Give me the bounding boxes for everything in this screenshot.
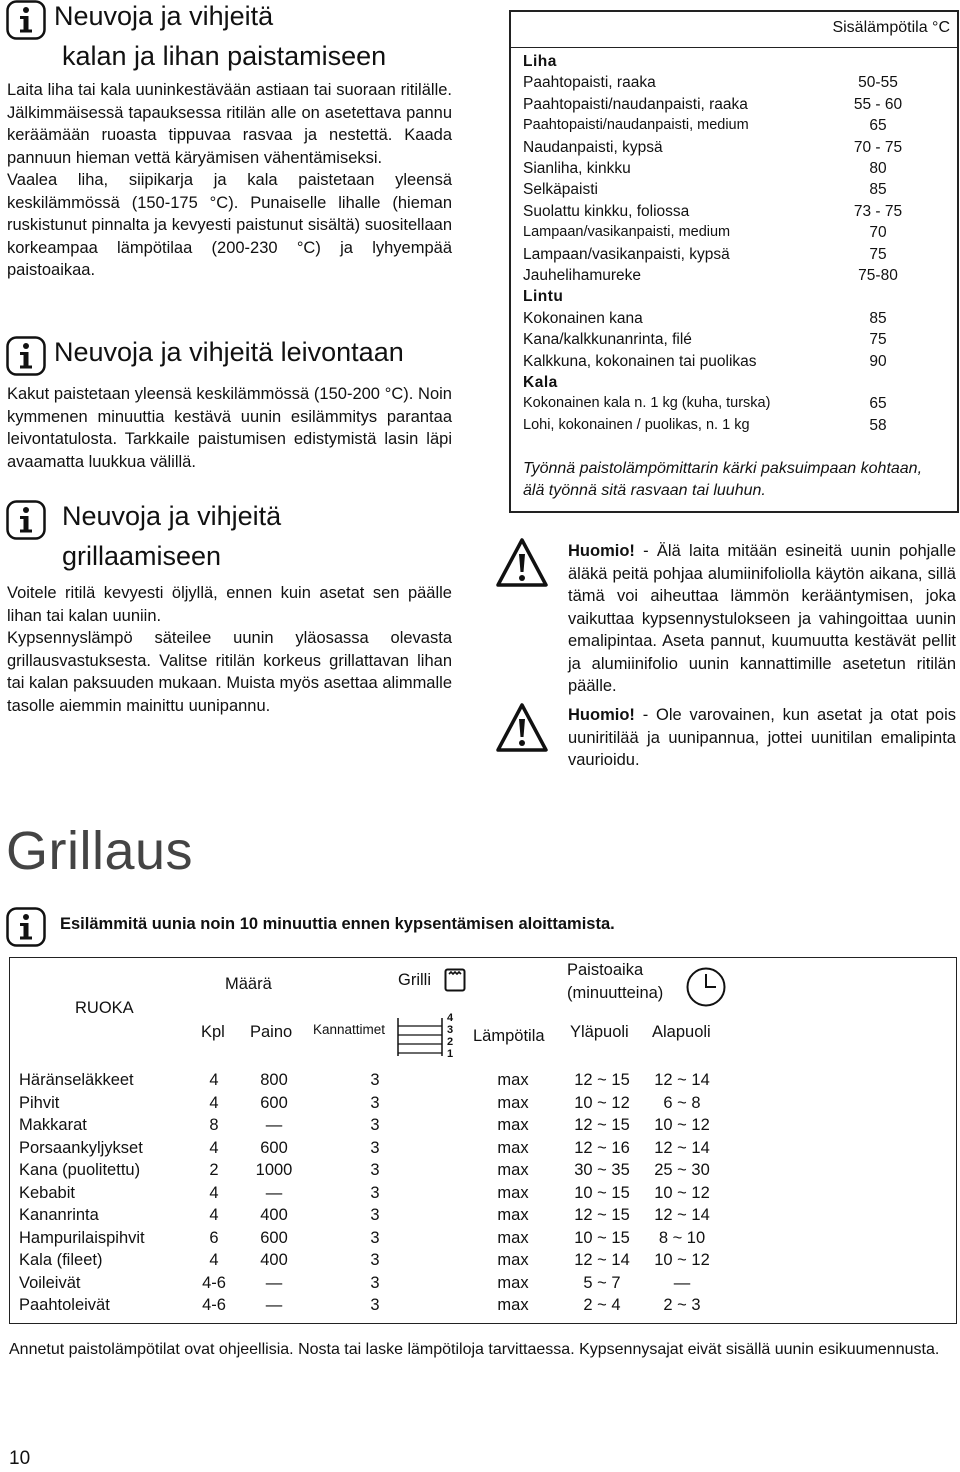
temperature: max xyxy=(497,1273,529,1292)
core-temperature: 58 xyxy=(869,416,887,434)
food-name: Kana/kalkkunanrinta, filé xyxy=(523,331,692,349)
warning-text xyxy=(568,540,956,698)
table-row xyxy=(523,329,948,350)
time-bottom-side: 10 ~ 12 xyxy=(654,1251,710,1269)
food-name: Pihvit xyxy=(19,1093,60,1112)
time-top-side: 12 ~ 15 xyxy=(574,1071,630,1089)
category-row xyxy=(523,372,948,393)
header-grill: Grilli xyxy=(398,971,431,989)
time-bottom-side: 10 ~ 12 xyxy=(654,1116,710,1134)
food-name: Lohi, kokonainen / puolikas, n. 1 kg xyxy=(523,416,750,433)
table-row xyxy=(19,1092,939,1115)
weight: 600 xyxy=(260,1138,288,1157)
temperature: max xyxy=(497,1138,529,1157)
preheat-note: Esilämmitä uunia noin 10 minuuttia ennen kypsentämisen aloittamista. xyxy=(60,915,615,933)
section-text xyxy=(7,582,452,717)
temperature: max xyxy=(497,1116,529,1134)
category-row xyxy=(523,51,948,72)
table-row xyxy=(19,1114,939,1137)
category-label: Kala xyxy=(523,374,558,391)
weight: 400 xyxy=(260,1251,288,1269)
shelf-level: 3 xyxy=(447,1024,454,1036)
food-name: Kananrinta xyxy=(19,1206,99,1224)
table-row xyxy=(523,201,948,222)
pieces: 4 xyxy=(209,1206,219,1224)
table-row xyxy=(523,179,948,200)
time-bottom-side: 6 ~ 8 xyxy=(663,1093,701,1112)
food-name: Suolattu kinkku, foliossa xyxy=(523,202,690,220)
food-name: Selkäpaisti xyxy=(523,181,598,199)
pieces: 4 xyxy=(209,1071,219,1089)
header-top-side: Yläpuoli xyxy=(570,1023,629,1041)
warning-text xyxy=(568,704,956,772)
thermometer-note: Työnnä paistolämpömittarin kärki paksuimpaan kohtaan, älä työnnä sitä rasvaan tai luuhun. xyxy=(523,460,923,499)
weight: 600 xyxy=(260,1228,288,1247)
header-food: RUOKA xyxy=(75,999,134,1017)
shelf-levels-icon xyxy=(396,1017,444,1057)
food-name: Naudanpaisti, kypsä xyxy=(523,138,663,156)
weight: 400 xyxy=(260,1206,288,1224)
header-pieces: Kpl xyxy=(201,1023,225,1041)
core-temperature: 70 - 75 xyxy=(853,138,903,156)
time-bottom-side: 2 ~ 3 xyxy=(663,1296,701,1314)
header-temperature: Lämpötila xyxy=(473,1027,545,1045)
time-top-side: 12 ~ 14 xyxy=(574,1251,630,1269)
paragraph: Vaalea liha, siipikarja ja kala paistetaan yleensä keskilämmössä (150-175 °C). Punaiselle lihalle (hieman ruskistunut pinnalta ja kevyesti paistunut sisältä) suositellaan korkeampaa lämpötilaa (200-230 °C) ja lyhyempää paistoaikaa. xyxy=(7,171,452,279)
shelf-level: 3 xyxy=(370,1116,380,1134)
pieces: 4 xyxy=(209,1093,219,1112)
food-name: Kokonainen kana xyxy=(523,309,643,327)
food-name: Lampaan/vasikanpaisti, kypsä xyxy=(523,245,730,263)
time-top-side: 12 ~ 15 xyxy=(574,1116,630,1134)
weight: — xyxy=(265,1116,283,1134)
table-row xyxy=(19,1069,939,1092)
table-row xyxy=(19,1159,939,1182)
time-top-side: 10 ~ 15 xyxy=(574,1183,630,1202)
shelf-level: 2 xyxy=(447,1036,454,1048)
food-name: Paahtopaisti/naudanpaisti, medium xyxy=(523,117,749,134)
core-temperature: 75-80 xyxy=(858,267,898,284)
shelf-level: 1 xyxy=(447,1048,454,1060)
header-cooking-time-unit: (minuutteina) xyxy=(567,984,664,1002)
section-title-cont: kalan ja lihan paistamiseen xyxy=(62,41,387,71)
temperature: max xyxy=(497,1206,529,1224)
table-row xyxy=(523,393,948,414)
food-name: Paahtoleivät xyxy=(19,1296,110,1314)
core-temperature: 75 xyxy=(869,245,887,263)
shelf-level: 3 xyxy=(370,1228,380,1247)
temperature: max xyxy=(497,1296,529,1314)
category-row xyxy=(523,286,948,307)
weight: — xyxy=(265,1183,283,1202)
time-top-side: 5 ~ 7 xyxy=(583,1273,621,1292)
category-label: Liha xyxy=(523,53,557,70)
time-top-side: 10 ~ 12 xyxy=(574,1093,630,1112)
header-bottom-side: Alapuoli xyxy=(652,1023,711,1041)
table-row xyxy=(19,1182,939,1205)
weight: 1000 xyxy=(255,1161,293,1179)
header-shelf: Kannattimet xyxy=(313,1022,386,1037)
table-row xyxy=(19,1294,939,1317)
table-row xyxy=(19,1249,939,1272)
table-row xyxy=(19,1272,939,1295)
chapter-heading: Grillaus xyxy=(6,821,194,881)
temperature: max xyxy=(497,1071,529,1089)
core-temperature: 50-55 xyxy=(858,74,898,92)
temperature: max xyxy=(497,1093,529,1112)
table-row xyxy=(523,158,948,179)
header-cooking-time: Paistoaika xyxy=(567,961,644,979)
table-row xyxy=(523,244,948,265)
shelf-level: 3 xyxy=(370,1093,380,1112)
table-row xyxy=(523,222,948,243)
warning-label: Huomio! xyxy=(568,706,635,724)
food-name: Kana (puolitettu) xyxy=(19,1161,141,1179)
weight: — xyxy=(265,1296,283,1314)
shelf-level: 3 xyxy=(370,1071,380,1089)
warning-icon xyxy=(496,702,548,754)
grill-icon xyxy=(444,968,466,992)
table-row xyxy=(523,115,948,136)
core-temperature: 73 - 75 xyxy=(853,202,903,220)
core-temperature: 85 xyxy=(869,181,887,199)
info-icon xyxy=(6,500,46,540)
header-weight: Paino xyxy=(250,1023,293,1041)
time-top-side: 12 ~ 16 xyxy=(574,1138,630,1157)
section-text xyxy=(7,383,452,473)
section-title: Neuvoja ja vihjeitä xyxy=(62,501,282,531)
core-temperature: 65 xyxy=(869,395,887,413)
food-name: Sianliha, kinkku xyxy=(523,160,631,177)
pieces: 4 xyxy=(209,1251,219,1269)
paragraph: Laita liha tai kala uuninkestävään astiaan tai suoraan ritilälle. Jälkimmäisessä tapauksessa ritilän alle on asetettava pannu keräämään ruoasta tippuvaa rasvaa ja nestettä. Kaada pannuun hieman vettä käryämisen vähentämiseksi. xyxy=(7,81,452,167)
shelf-level: 3 xyxy=(370,1206,380,1224)
table-row xyxy=(523,265,948,286)
shelf-level: 3 xyxy=(370,1161,380,1179)
pieces: 4-6 xyxy=(202,1273,226,1292)
table-divider xyxy=(509,47,959,48)
table-header: Sisälämpötila °C xyxy=(832,19,950,36)
time-top-side: 30 ~ 35 xyxy=(574,1161,630,1179)
time-bottom-side: 25 ~ 30 xyxy=(654,1161,710,1179)
pieces: 2 xyxy=(209,1161,219,1179)
paragraph: Voitele ritilä kevyesti öljyllä, ennen kuin asetat sen päälle lihan tai kalan uuniin. xyxy=(7,584,452,625)
time-bottom-side: 12 ~ 14 xyxy=(654,1071,710,1089)
pieces: 4 xyxy=(209,1138,219,1157)
warning-body: - Ole varovainen, kun asetat ja otat pois uuniritilää ja uunipannua, jottei uunitilan emalipinta vaurioidu. xyxy=(568,706,956,769)
shelf-level: 3 xyxy=(370,1138,380,1157)
shelf-level: 4 xyxy=(447,1012,454,1024)
section-title: Neuvoja ja vihjeitä xyxy=(54,1,274,31)
food-name: Paahtopaisti/naudanpaisti, raaka xyxy=(523,95,748,113)
warning-icon xyxy=(496,537,548,589)
table-row xyxy=(19,1137,939,1160)
pieces: 4 xyxy=(209,1183,219,1202)
time-top-side: 10 ~ 15 xyxy=(574,1228,630,1247)
warning-body: - Älä laita mitään esineitä uunin pohjalle äläkä peitä pohjaa alumiinifoliolla käytön aikana, sillä tämä voi aiheuttaa lämmön kerääntymisen, joka vaikuttaa kypsennystulokseen ja vahingoittaa uunin emalipintaa. Aseta pannut, kuumuutta kestävät pellit ja alumiinifolio uunin kannattimille asetetun ritilän päälle. xyxy=(568,542,956,695)
food-name: Kokonainen kala n. 1 kg (kuha, turska) xyxy=(523,395,771,412)
food-name: Lampaan/vasikanpaisti, medium xyxy=(523,224,731,241)
table-row xyxy=(523,351,948,372)
time-top-side: 12 ~ 15 xyxy=(574,1206,630,1224)
table-row xyxy=(523,415,948,436)
food-name: Kebabit xyxy=(19,1183,75,1202)
clock-icon xyxy=(685,966,727,1008)
header-amount: Määrä xyxy=(225,975,272,993)
weight: 600 xyxy=(260,1093,288,1112)
temperature: max xyxy=(497,1251,529,1269)
core-temperature: 70 xyxy=(869,224,887,242)
food-name: Hampurilaispihvit xyxy=(19,1228,145,1247)
time-top-side: 2 ~ 4 xyxy=(583,1296,621,1314)
food-name: Häränseläkkeet xyxy=(19,1071,134,1089)
table-row xyxy=(19,1204,939,1227)
info-icon xyxy=(6,336,46,376)
section-title-cont: grillaamiseen xyxy=(62,541,222,571)
paragraph: Kakut paistetaan yleensä keskilämmössä (150-200 °C). Noin kymmenen minuuttia kestävä uunin esilämmitys parantaa leivontatulosta. Tarkkaile paistumisen edistymistä lasin läpi avaamatta luukkua välillä. xyxy=(7,385,452,471)
pieces: 4-6 xyxy=(202,1296,226,1314)
section-title: Neuvoja ja vihjeitä leivontaan xyxy=(54,337,404,367)
temperature: max xyxy=(497,1161,529,1179)
table-row xyxy=(19,1227,939,1250)
warning-label: Huomio! xyxy=(568,542,635,560)
time-bottom-side: 12 ~ 14 xyxy=(654,1206,710,1224)
pieces: 8 xyxy=(209,1116,219,1134)
table-row xyxy=(523,137,948,158)
info-icon xyxy=(6,0,46,40)
shelf-level: 3 xyxy=(370,1296,380,1314)
food-name: Paahtopaisti, raaka xyxy=(523,74,656,92)
temperature: max xyxy=(497,1228,529,1247)
core-temperature: 55 - 60 xyxy=(853,95,903,113)
pieces: 6 xyxy=(209,1228,219,1247)
food-name: Kalkkuna, kokonainen tai puolikas xyxy=(523,352,757,370)
shelf-level-numbers xyxy=(447,1012,461,1060)
paragraph: Kypsennyslämpö säteilee uunin yläosassa olevasta grillausvastuksesta. Valitse ritilän korkeus grillattavan lihan tai kalan paksuuden mukaan. Muista myös asettaa alimmalle tasolle aiemmin mainittu uunipannu. xyxy=(7,629,452,715)
time-bottom-side: 10 ~ 12 xyxy=(654,1183,710,1202)
temperature: max xyxy=(497,1183,529,1202)
section-text xyxy=(7,79,452,282)
weight: — xyxy=(265,1273,283,1292)
time-bottom-side: 12 ~ 14 xyxy=(654,1138,710,1157)
table-row xyxy=(523,94,948,115)
time-bottom-side: 8 ~ 10 xyxy=(658,1228,706,1247)
food-name: Porsaankyljykset xyxy=(19,1138,143,1157)
shelf-level: 3 xyxy=(370,1251,380,1269)
core-temperature: 85 xyxy=(869,309,887,327)
core-temperature: 80 xyxy=(869,160,887,177)
page-number: 10 xyxy=(9,1448,31,1469)
info-icon xyxy=(6,907,46,947)
core-temperature: 90 xyxy=(869,352,887,370)
time-bottom-side: — xyxy=(673,1273,691,1292)
food-name: Jauhelihamureke xyxy=(523,267,642,284)
food-name: Kala (fileet) xyxy=(19,1251,103,1269)
core-temperature: 65 xyxy=(869,117,887,135)
food-name: Voileivät xyxy=(19,1273,81,1292)
shelf-level: 3 xyxy=(370,1273,380,1292)
weight: 800 xyxy=(260,1071,288,1089)
shelf-level: 3 xyxy=(370,1183,380,1202)
category-label: Lintu xyxy=(523,288,564,306)
core-temperature: 75 xyxy=(869,331,887,349)
food-name: Makkarat xyxy=(19,1116,87,1134)
table-row xyxy=(523,308,948,329)
table-row xyxy=(523,72,948,93)
footnote: Annetut paistolämpötilat ovat ohjeellisia. Nosta tai laske lämpötiloja tarvittaessa. Kypsennysajat eivät sisällä uunin esikuumennusta. xyxy=(9,1341,940,1358)
